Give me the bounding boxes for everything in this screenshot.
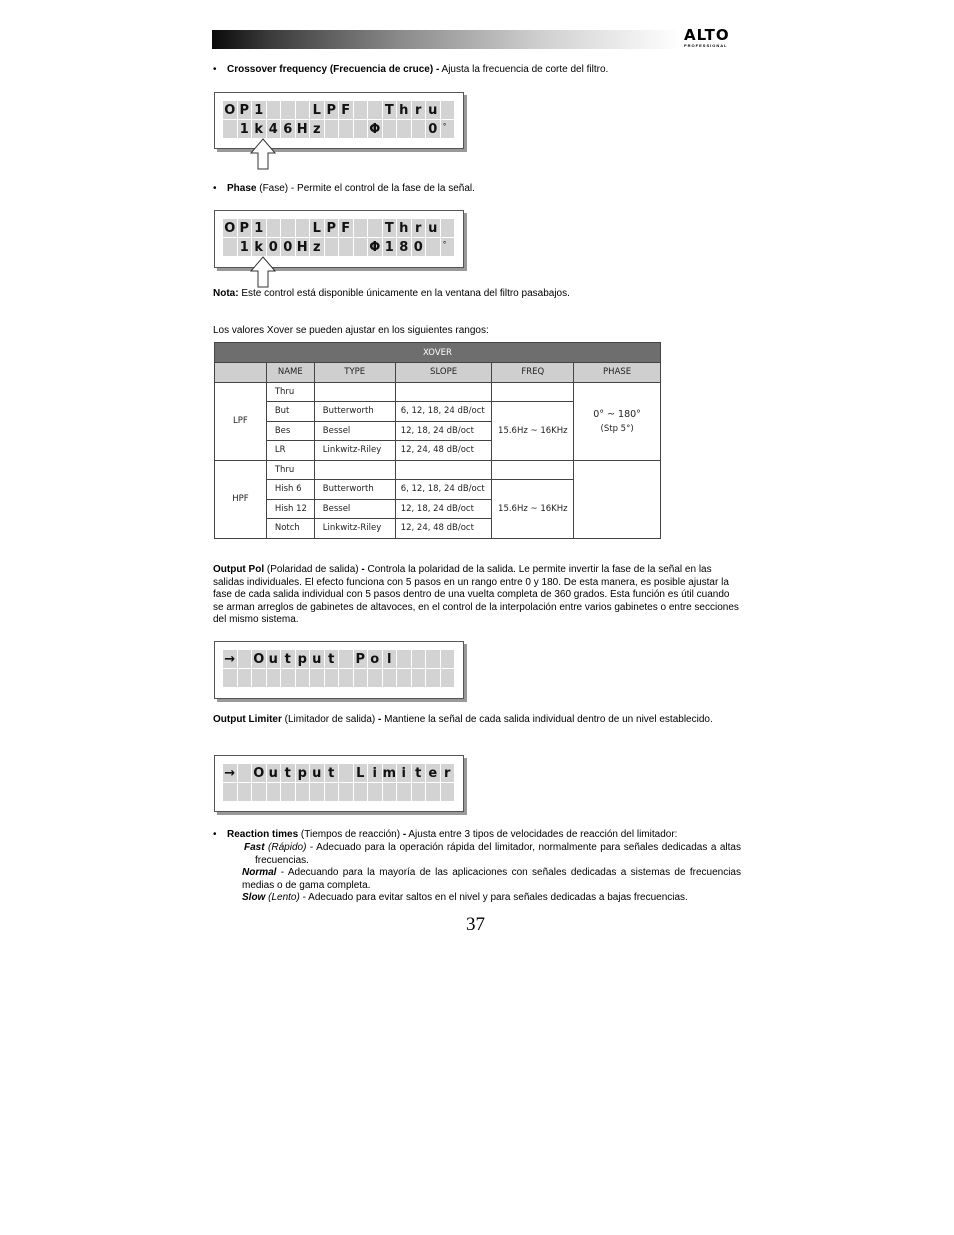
slow-text: - Adecuado para evitar saltos en el nivel y para señales dedicadas a bajas frecuencias. <box>299 892 688 903</box>
lcd-cell <box>412 650 427 669</box>
pointer-arrow-icon <box>250 138 276 170</box>
lcd-grid <box>223 219 455 257</box>
lcd-cell <box>296 101 311 120</box>
lcd-cell <box>441 669 456 688</box>
reaction-text: Ajusta entre 3 tipos de velocidades de reacción del limitador: <box>406 829 678 840</box>
lcd-cell <box>238 783 253 802</box>
lcd-cell <box>281 219 296 238</box>
lcd-cell <box>281 783 296 802</box>
cell-type: Bessel <box>314 421 395 441</box>
cell-type: Linkwitz-Riley <box>314 519 395 539</box>
lcd-cell: H <box>296 238 311 257</box>
lcd-cell <box>296 219 311 238</box>
fast-text: - Adecuado para la operación rápida del limitador, normalmente para señales dedicadas a altas frecuencias. <box>255 842 741 866</box>
cell-freq-hpf: 15.6Hz ~ 16KHz <box>492 480 574 539</box>
lcd-cell: P <box>325 101 340 120</box>
lcd-cell <box>281 101 296 120</box>
phase-range: 0° ~ 180° <box>593 408 641 420</box>
output-pol-paren: (Polaridad de salida) <box>264 564 362 575</box>
lcd-cell <box>397 120 412 139</box>
lcd-cell: t <box>281 650 296 669</box>
slow-term: Slow <box>242 892 266 903</box>
note-text: Este control está disponible únicamente en la ventana del filtro pasabajos. <box>238 288 570 299</box>
table-row <box>215 460 661 480</box>
note-label: Nota: <box>213 288 239 299</box>
cell-name: LR <box>266 441 314 461</box>
output-limiter-paragraph <box>213 714 741 727</box>
output-limiter-paren: (Limitador de salida) <box>281 714 379 725</box>
lcd-cell: H <box>296 120 311 139</box>
lcd-cell <box>267 219 282 238</box>
note-paragraph <box>213 288 743 301</box>
pointer-arrow-icon <box>250 256 276 288</box>
table-header-slope: SLOPE <box>395 363 492 383</box>
slow-description <box>242 892 741 905</box>
output-pol-text: Controla la polaridad de la salida. Le permite invertir la fase de la señal en las salidas individuales. El efecto funciona con 5 pasos en un rango entre 0 y 180. De esta manera, es posible ajustar la fase de cada salida individual con 5 pasos dentro de una vuelta completa de 360 grados. Esta función es útil cuando se arman arreglos de gabinetes de altavoces, en el control de la interpolación entre varios gabinetes o entre secciones del mismo sistema. <box>213 564 739 625</box>
lcd-cell <box>238 650 253 669</box>
lcd-cell <box>252 669 267 688</box>
lcd-cell: z <box>310 238 325 257</box>
lcd-cell: 1 <box>383 238 398 257</box>
cell-name: Hish 6 <box>266 480 314 500</box>
cell-type: Linkwitz-Riley <box>314 441 395 461</box>
output-pol-term: Output Pol <box>213 564 265 575</box>
lcd-cell: u <box>267 650 282 669</box>
lcd-cell <box>412 669 427 688</box>
xover-table-title: XOVER <box>215 343 661 363</box>
page-number: 37 <box>466 914 485 935</box>
table-row <box>215 382 661 402</box>
cell-slope: 12, 18, 24 dB/oct <box>395 499 492 519</box>
table-header-phase: PHASE <box>574 363 661 383</box>
reaction-times-bullet <box>227 829 741 842</box>
reaction-term: Reaction times <box>227 829 299 840</box>
xover-table <box>214 342 661 539</box>
cell-name: Hish 12 <box>266 499 314 519</box>
lcd-cell <box>354 120 369 139</box>
table-header-freq: FREQ <box>492 363 574 383</box>
lcd-cell: 6 <box>281 120 296 139</box>
lcd-cell: z <box>310 120 325 139</box>
lcd-cell: r <box>441 764 456 783</box>
lcd-cell <box>267 783 282 802</box>
lcd-cell: h <box>397 101 412 120</box>
lcd-cell <box>383 783 398 802</box>
lcd-cell: 1 <box>252 219 267 238</box>
degree-symbol: ° <box>443 240 447 249</box>
lcd-cell: O <box>223 219 238 238</box>
lcd-cell <box>223 120 238 139</box>
lcd-cell <box>325 783 340 802</box>
lcd-cell: r <box>412 219 427 238</box>
lcd-cell: k <box>252 238 267 257</box>
lcd-cell: u <box>310 650 325 669</box>
lcd-cell <box>441 101 456 120</box>
crossover-term: Crossover frequency (Frecuencia de cruce) - <box>227 64 440 75</box>
lcd-cell <box>339 120 354 139</box>
cell-slope: 6, 12, 18, 24 dB/oct <box>395 402 492 422</box>
lcd-cell: L <box>354 764 369 783</box>
lcd-cell: 1 <box>238 238 253 257</box>
lcd-cell: 1 <box>252 101 267 120</box>
lcd-cell <box>296 669 311 688</box>
cell-freq-empty <box>492 460 574 480</box>
degree-symbol: ° <box>443 122 447 131</box>
lcd-cell <box>223 669 238 688</box>
lcd-grid <box>223 101 455 139</box>
cell-slope: 12, 24, 48 dB/oct <box>395 441 492 461</box>
lcd-cell <box>426 238 441 257</box>
lcd-cell <box>252 783 267 802</box>
lcd-cell <box>354 238 369 257</box>
alto-logo <box>684 28 742 50</box>
lcd-cell <box>238 764 253 783</box>
lcd-cell: P <box>354 650 369 669</box>
lcd-cell: l <box>383 650 398 669</box>
cell-type: Butterworth <box>314 402 395 422</box>
lcd-cell <box>339 764 354 783</box>
logo-text: ALTO <box>684 26 730 44</box>
reaction-paren: (Tiempos de reacción) <box>298 829 403 840</box>
cell-name: Thru <box>266 460 314 480</box>
lcd-cell <box>368 101 383 120</box>
lcd-cell: 0 <box>267 238 282 257</box>
lcd-cell <box>354 783 369 802</box>
cell-slope: 6, 12, 18, 24 dB/oct <box>395 480 492 500</box>
lcd-cell: L <box>310 101 325 120</box>
lcd-cell: r <box>412 101 427 120</box>
lcd-cell: → <box>223 650 238 669</box>
table-header-name: NAME <box>266 363 314 383</box>
cell-slope: 12, 18, 24 dB/oct <box>395 421 492 441</box>
group-label-hpf: HPF <box>215 460 267 538</box>
lcd-cell <box>325 238 340 257</box>
lcd-cell: 4 <box>267 120 282 139</box>
normal-term: Normal <box>242 867 277 878</box>
lcd-display-output-pol <box>214 641 464 699</box>
phase-desc: (Fase) - Permite el control de la fase de la señal. <box>256 183 475 194</box>
cell-name: Notch <box>266 519 314 539</box>
cell-name: Bes <box>266 421 314 441</box>
lcd-cell: F <box>339 219 354 238</box>
lcd-cell: T <box>383 219 398 238</box>
lcd-cell <box>310 783 325 802</box>
fast-term: Fast <box>244 842 265 853</box>
cell-slope <box>395 460 492 480</box>
lcd-cell: e <box>426 764 441 783</box>
cell-slope <box>395 382 492 402</box>
lcd-cell <box>325 120 340 139</box>
lcd-cell: P <box>238 101 253 120</box>
lcd-cell: 0 <box>281 238 296 257</box>
lcd-cell: k <box>252 120 267 139</box>
lcd-cell: L <box>310 219 325 238</box>
lcd-cell <box>441 650 456 669</box>
lcd-cell: t <box>325 650 340 669</box>
lcd-cell: t <box>281 764 296 783</box>
cell-freq-lpf: 15.6Hz ~ 16KHz <box>492 402 574 461</box>
crossover-bullet <box>227 64 747 77</box>
cell-phase-hpf <box>574 460 661 538</box>
lcd-cell: 0 <box>426 120 441 139</box>
lcd-cell: i <box>368 764 383 783</box>
lcd-cell <box>223 783 238 802</box>
lcd-cell <box>339 650 354 669</box>
lcd-cell <box>426 650 441 669</box>
cell-type <box>314 382 395 402</box>
lcd-cell: O <box>223 101 238 120</box>
output-pol-dash: - <box>361 564 365 575</box>
lcd-cell: u <box>267 764 282 783</box>
lcd-cell <box>339 783 354 802</box>
lcd-cell <box>238 669 253 688</box>
output-limiter-dash: - <box>378 714 382 725</box>
cell-type <box>314 460 395 480</box>
lcd-cell: t <box>412 764 427 783</box>
lcd-cell <box>267 101 282 120</box>
lcd-cell <box>281 669 296 688</box>
reaction-dash: - <box>402 829 407 840</box>
lcd-cell <box>354 101 369 120</box>
lcd-cell <box>223 238 238 257</box>
phase-term: Phase <box>227 183 257 194</box>
lcd-cell <box>412 783 427 802</box>
lcd-cell: T <box>383 101 398 120</box>
header-gradient-bar <box>212 30 680 49</box>
lcd-cell: P <box>238 219 253 238</box>
fast-paren: (Rápido) <box>264 842 307 853</box>
lcd-cell: F <box>339 101 354 120</box>
lcd-cell <box>383 669 398 688</box>
lcd-cell: O <box>252 764 267 783</box>
lcd-cell <box>426 669 441 688</box>
lcd-cell: Φ <box>368 238 383 257</box>
output-limiter-term: Output Limiter <box>213 714 282 725</box>
lcd-grid <box>223 650 455 688</box>
lcd-cell <box>397 669 412 688</box>
lcd-cell: 1 <box>238 120 253 139</box>
lcd-cell <box>412 120 427 139</box>
lcd-display-output-limiter <box>214 755 464 812</box>
lcd-cell: m <box>382 766 397 781</box>
lcd-cell <box>426 783 441 802</box>
lcd-cell: → <box>223 764 238 783</box>
lcd-cell: P <box>325 219 340 238</box>
lcd-cell <box>441 219 456 238</box>
normal-text: - Adecuando para la mayoría de las aplicaciones con señales dedicadas a sistemas de frecuencias medias o de gama completa. <box>242 867 741 891</box>
crossover-desc: Ajusta la frecuencia de corte del filtro. <box>439 64 609 75</box>
phase-step: (Stp 5°) <box>600 423 634 434</box>
output-pol-paragraph <box>213 564 741 627</box>
lcd-cell <box>354 669 369 688</box>
lcd-cell: 8 <box>397 238 412 257</box>
cell-phase-lpf <box>574 382 661 460</box>
cell-freq-empty <box>492 382 574 402</box>
lcd-cell <box>354 219 369 238</box>
lcd-cell: 0 <box>412 238 427 257</box>
lcd-cell <box>441 783 456 802</box>
lcd-cell: u <box>426 219 441 238</box>
lcd-cell: h <box>397 219 412 238</box>
lcd-cell <box>368 783 383 802</box>
normal-description <box>242 867 741 892</box>
cell-type: Bessel <box>314 499 395 519</box>
lcd-cell: i <box>397 764 412 783</box>
lcd-cell <box>368 669 383 688</box>
lcd-cell: Φ <box>368 120 383 139</box>
table-header-empty <box>215 363 267 383</box>
table-header-type: TYPE <box>314 363 395 383</box>
ranges-intro: Los valores Xover se pueden ajustar en los siguientes rangos: <box>213 325 489 336</box>
cell-type: Butterworth <box>314 480 395 500</box>
lcd-cell: O <box>252 650 267 669</box>
lcd-cell: u <box>310 764 325 783</box>
lcd-cell: p <box>296 764 311 783</box>
lcd-cell <box>397 783 412 802</box>
lcd-cell <box>325 669 340 688</box>
lcd-cell <box>267 669 282 688</box>
output-limiter-text: Mantiene la señal de cada salida individual dentro de un nivel establecido. <box>381 714 713 725</box>
lcd-cell <box>339 238 354 257</box>
group-label-lpf: LPF <box>215 382 267 460</box>
lcd-cell: o <box>368 650 383 669</box>
cell-name: But <box>266 402 314 422</box>
lcd-grid <box>223 764 455 802</box>
logo-subtext: PROFESSIONAL <box>684 43 728 48</box>
lcd-cell: t <box>325 764 340 783</box>
cell-name: Thru <box>266 382 314 402</box>
lcd-cell: u <box>426 101 441 120</box>
lcd-cell: p <box>296 650 311 669</box>
lcd-cell <box>397 650 412 669</box>
lcd-cell <box>383 120 398 139</box>
lcd-cell <box>310 669 325 688</box>
slow-paren: (Lento) <box>265 892 300 903</box>
lcd-cell <box>368 219 383 238</box>
lcd-cell <box>296 783 311 802</box>
phase-bullet <box>227 183 747 196</box>
cell-slope: 12, 24, 48 dB/oct <box>395 519 492 539</box>
fast-description <box>244 842 741 867</box>
lcd-cell <box>339 669 354 688</box>
